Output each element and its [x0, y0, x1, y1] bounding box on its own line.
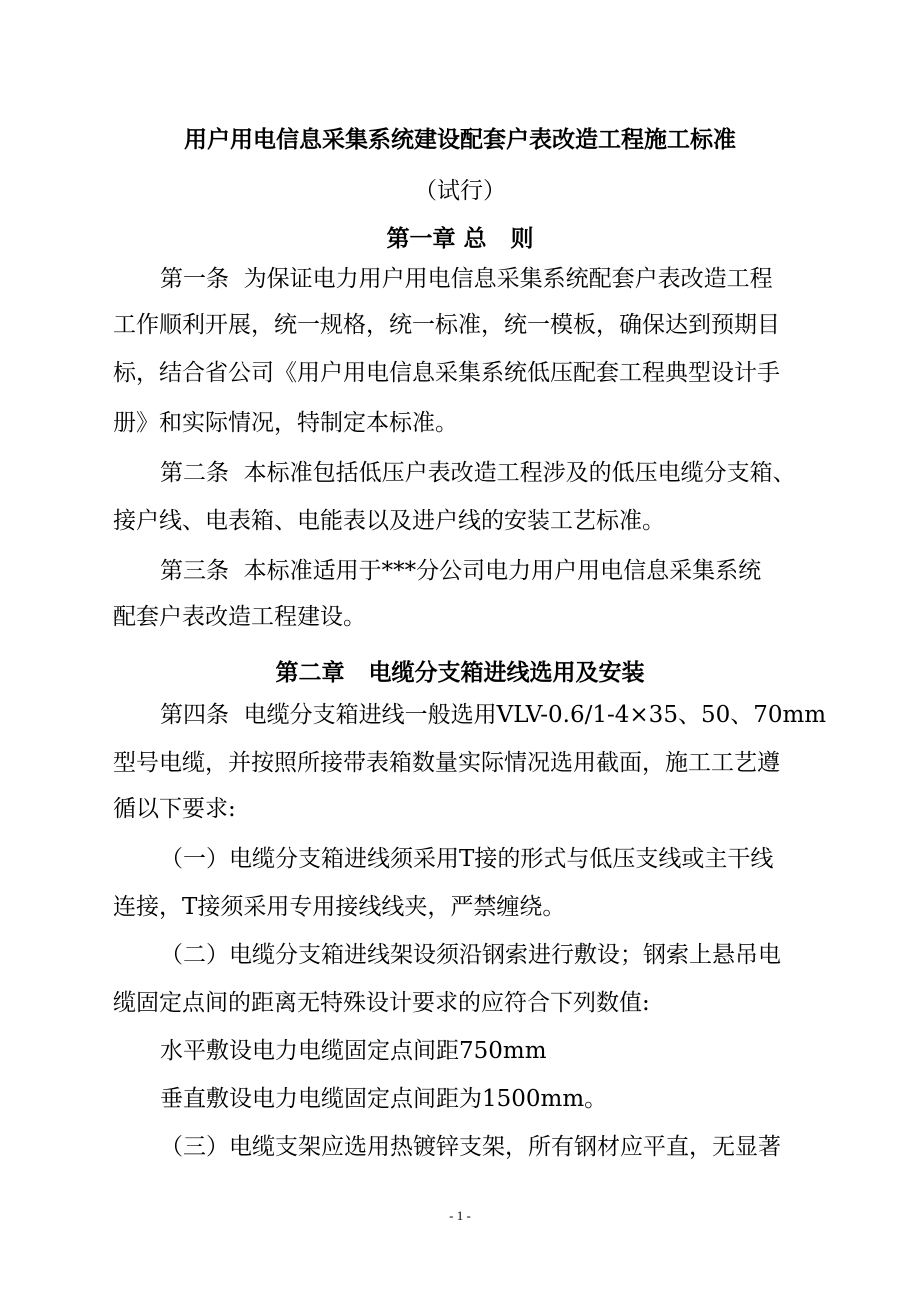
article-2-line: 接户线、电表箱、电能表以及进户线的安装工艺标准。 — [113, 508, 665, 534]
document-subtitle: （试行） — [414, 178, 506, 204]
article-3-line: 配套户表改造工程建设。 — [113, 604, 366, 630]
spacing-vertical: 垂直敷设电力电缆固定点间距为1500mm。 — [160, 1086, 608, 1112]
item-1-line: （一）电缆分支箱进线须采用T接的形式与低压支线或主干线 — [160, 846, 774, 872]
article-3-line: 第三条 本标准适用于***分公司电力用户用电信息采集系统 — [160, 558, 762, 584]
article-2-line: 第二条 本标准包括低压户表改造工程涉及的低压电缆分支箱、 — [160, 460, 796, 486]
article-1-line: 册》和实际情况，特制定本标准。 — [113, 410, 458, 436]
article-1-line: 工作顺利开展，统一规格，统一标准，统一模板，确保达到预期目 — [113, 312, 780, 338]
item-2-line: （二）电缆分支箱进线架设须沿钢索进行敷设；钢索上悬吊电 — [160, 942, 781, 968]
article-4-line: 第四条 电缆分支箱进线一般选用VLV-0.6/1-4×35、50、70mm — [160, 702, 827, 728]
article-4-line: 型号电缆，并按照所接带表箱数量实际情况选用截面，施工工艺遵 — [113, 750, 780, 776]
spacing-horizontal: 水平敷设电力电缆固定点间距750mm — [160, 1038, 547, 1064]
chapter-1-heading: 第一章 总 则 — [386, 226, 534, 252]
item-3-line: （三）电缆支架应选用热镀锌支架，所有钢材应平直，无显著 — [160, 1134, 781, 1160]
document-title: 用户用电信息采集系统建设配套户表改造工程施工标准 — [184, 127, 736, 153]
item-1-line: 连接，T接须采用专用接线线夹，严禁缠绕。 — [113, 894, 566, 920]
article-1-line: 标，结合省公司《用户用电信息采集系统低压配套工程典型设计手 — [113, 360, 780, 386]
chapter-2-heading: 第二章 电缆分支箱进线选用及安装 — [275, 660, 645, 686]
item-2-line: 缆固定点间的距离无特殊设计要求的应符合下列数值: — [113, 990, 650, 1016]
article-4-line: 循以下要求: — [113, 796, 236, 822]
page-number: - 1 - — [449, 1208, 471, 1223]
article-1-line: 第一条 为保证电力用户用电信息采集系统配套户表改造工程 — [160, 266, 773, 292]
